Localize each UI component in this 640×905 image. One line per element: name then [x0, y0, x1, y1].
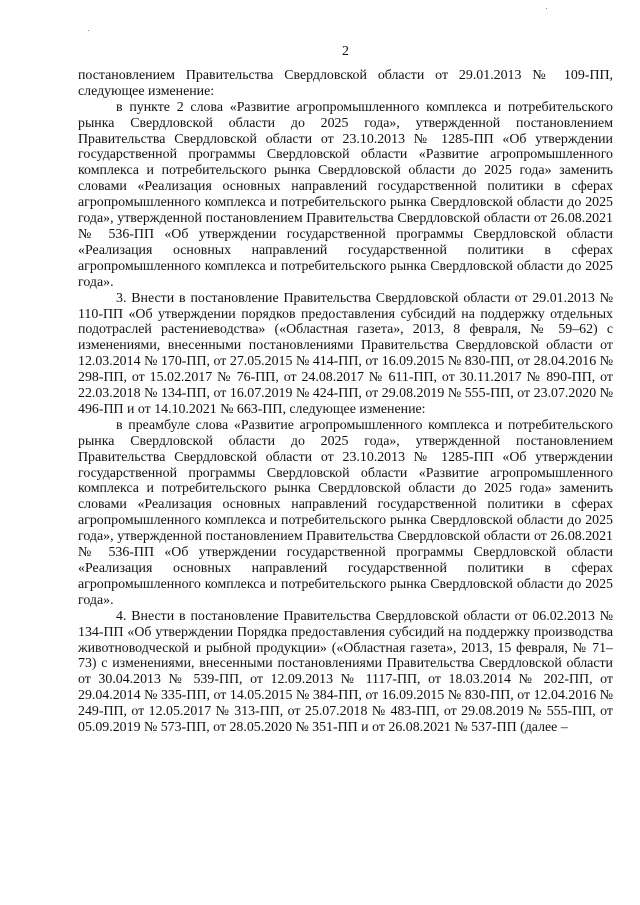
paragraph-continuation: постановлением Правительства Свердловской области от 29.01.2013 № 109-ПП, следующее изменение:	[78, 67, 613, 99]
paragraph-item-3: 3. Внести в постановление Правительства Свердловской области от 29.01.2013 № 110-ПП «Об утверждении порядков предоставления субсидий на поддержку отдельных подотраслей растениеводства» («Областная газета», 2013, 8 февраля, № 59–62) с изменениями, внесенными постановлениями Правительства Свердловской области от 12.03.2014 № 170-ПП, от 27.05.2015 № 414-ПП, от 16.09.2015 № 830-ПП, от 28.04.2016 № 298-ПП, от 15.02.2017 № 76-ПП, от 24.08.2017 № 611-ПП, от 30.11.2017 № 890-ПП, от 22.03.2018 № 134-ПП, от 16.07.2019 № 424-ПП, от 29.08.2019 № 555-ПП, от 23.07.2020 № 496-ПП и от 14.10.2021 № 663-ПП, следующее изменение:	[78, 290, 613, 417]
document-page	[78, 44, 613, 736]
scan-mark	[546, 8, 547, 9]
paragraph-item-4: 4. Внести в постановление Правительства Свердловской области от 06.02.2013 № 134-ПП «Об утверждении Порядка предоставления субсидий на поддержку производства животноводческой и рыбной продукции» («Областная газета», 2013, 15 февраля, № 71–73) с изменениями, внесенными постановлениями Правительства Свердловской области от 30.04.2013 № 539-ПП, от 12.09.2013 № 1117-ПП, от 18.03.2014 № 202-ПП, от 29.04.2014 № 335-ПП, от 14.05.2015 № 384-ПП, от 16.09.2015 № 830-ПП, от 12.04.2016 № 249-ПП, от 12.05.2017 № 313-ПП, от 25.07.2018 № 483-ПП, от 29.08.2019 № 555-ПП, от 05.09.2019 № 573-ПП, от 28.05.2020 № 351-ПП и от 26.08.2021 № 537-ПП (далее –	[78, 608, 613, 736]
scan-mark	[88, 30, 89, 31]
paragraph-amendment-3: в преамбуле слова «Развитие агропромышленного комплекса и потребительского рынка Свердловской области до 2025 года», утвержденной постановлением Правительства Свердловской области от 23.10.2013 № 1285-ПП «Об утверждении государственной программы Свердловской области «Развитие агропромышленного комплекса и потребительского рынка Свердловской области до 2025 года» заменить словами «Реализация основных направлений государственной политики в сферах агропромышленного комплекса и потребительского рынка Свердловской области до 2025 года», утвержденной постановлением Правительства Свердловской области от 26.08.2021 № 536-ПП «Об утверждении государственной программы Свердловской области «Реализация основных направлений государственной политики в сферах агропромышленного комплекса и потребительского рынка Свердловской области до 2025 года».	[78, 417, 613, 608]
paragraph-amendment-1: в пункте 2 слова «Развитие агропромышленного комплекса и потребительского рынка Свердловской области до 2025 года», утвержденной постановлением Правительства Свердловской области от 23.10.2013 № 1285-ПП «Об утверждении государственной программы Свердловской области «Развитие агропромышленного комплекса и потребительского рынка Свердловской области до 2025 года» заменить словами «Реализация основных направлений государственной политики в сферах агропромышленного комплекса и потребительского рынка Свердловской области до 2025 года», утвержденной постановлением Правительства Свердловской области от 26.08.2021 № 536-ПП «Об утверждении государственной программы Свердловской области «Реализация основных направлений государственной политики в сферах агропромышленного комплекса и потребительского рынка Свердловской области до 2025 года».	[78, 99, 613, 290]
page-number: 2	[342, 44, 349, 59]
